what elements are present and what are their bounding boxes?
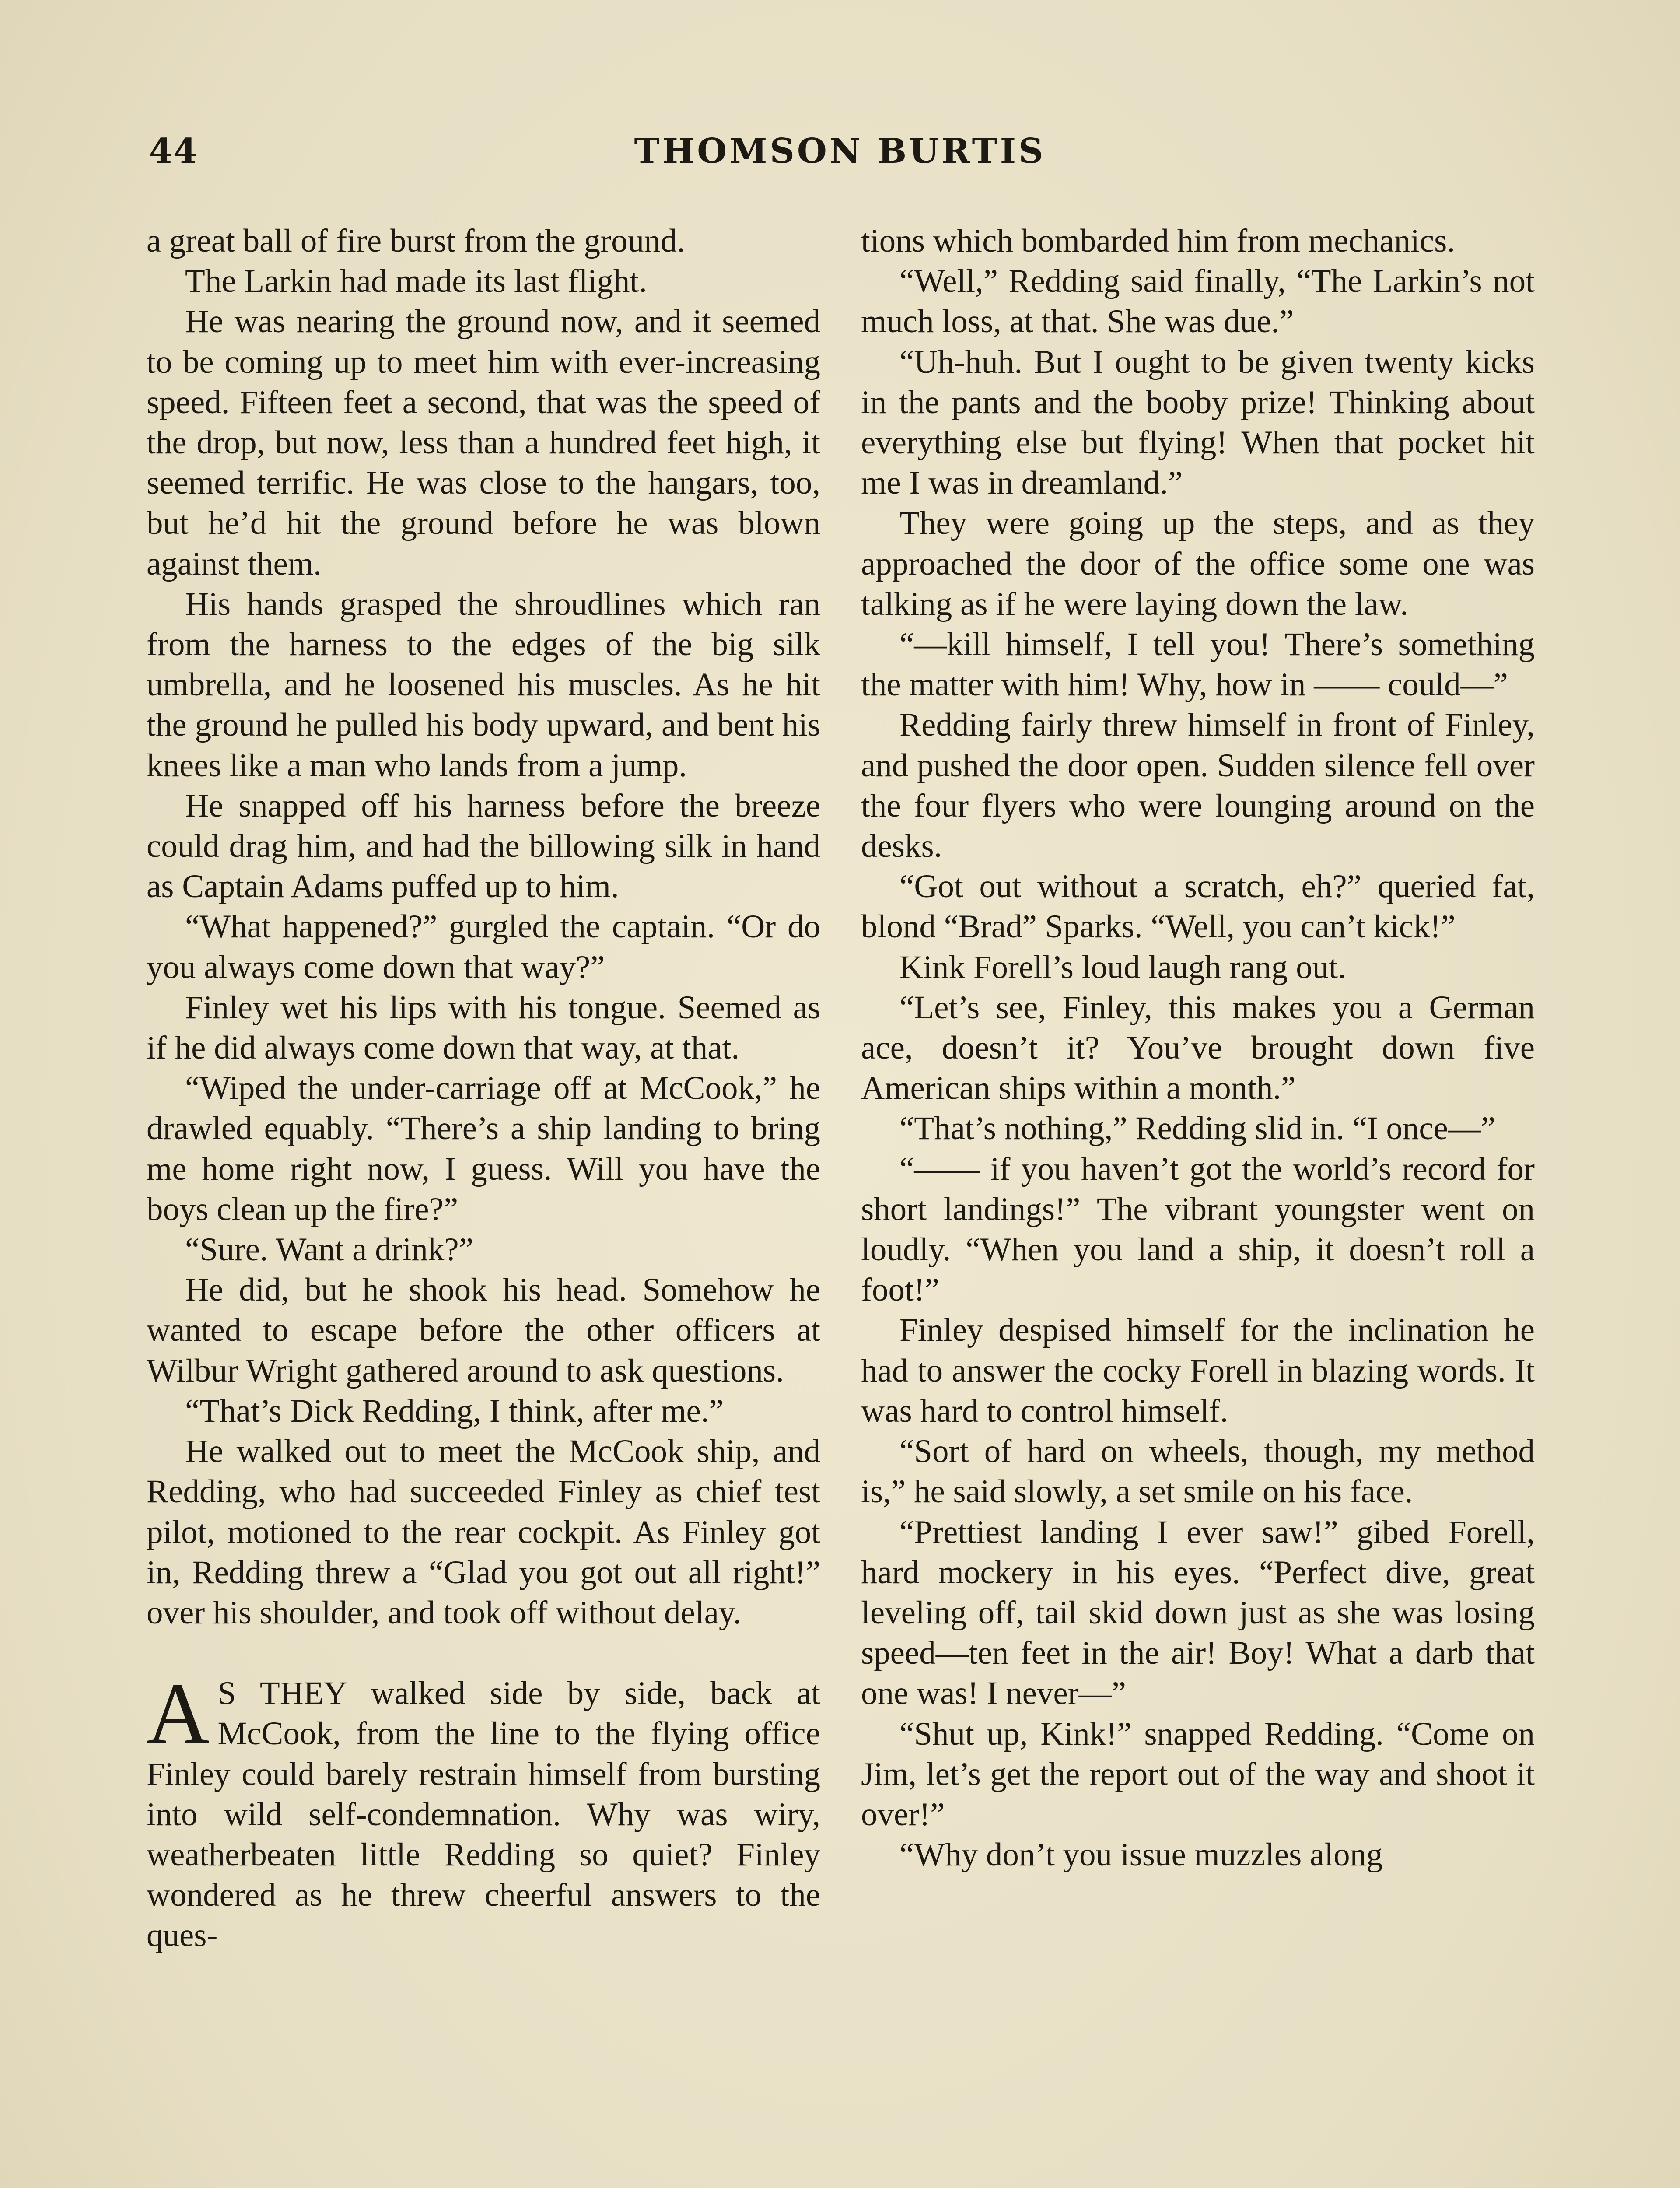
paragraph: Finley wet his lips with his tongue. Seemed as if he did always come down that way, at that.: [147, 989, 820, 1066]
paragraph: Finley despised himself for the inclination he had to answer the cocky Forell in blazing words. It was hard to control himself.: [861, 1312, 1535, 1429]
paragraph: a great ball of fire burst from the ground.: [147, 223, 685, 259]
paragraph: “—— if you haven’t got the world’s record for short landings!” The vibrant youngster went on loudly. “When you land a ship, it doesn’t roll a foot!”: [861, 1150, 1535, 1308]
paragraph: Redding fairly threw himself in front of Finley, and pushed the door open. Sudden silence fell over the four flyers who were lounging around on the desks.: [861, 707, 1535, 865]
paragraph: He walked out to meet the McCook ship, and Redding, who had succeeded Finley as chief test pilot, motioned to the rear cockpit. As Finley got in, Redding threw a “Glad you got out all right!” over his shoulder, and took off without delay.: [147, 1433, 820, 1631]
paragraph: “Sure. Want a drink?”: [185, 1231, 473, 1268]
paragraph: “That’s Dick Redding, I think, after me.”: [185, 1392, 724, 1429]
paragraph: “What happened?” gurgled the captain. “Or do you always come down that way?”: [147, 908, 820, 985]
paragraph: The Larkin had made its last flight.: [185, 263, 647, 300]
paragraph: “Uh-huh. But I ought to be given twenty kicks in the pants and the booby prize! Thinking about everything else but flying! When that pocket hit me I was in dreamland.”: [861, 344, 1535, 501]
paragraph: He snapped off his harness before the breeze could drag him, and had the billowing silk in hand as Captain Adams puffed up to him.: [147, 787, 820, 905]
paragraph: He did, but he shook his head. Somehow he wanted to escape before the other officers at Wilbur Wright gathered around to ask questions.: [147, 1272, 820, 1389]
paragraph: “Sort of hard on wheels, though, my method is,” he said slowly, a set smile on his face.: [861, 1433, 1535, 1510]
paragraph: Kink Forell’s loud laugh rang out.: [900, 949, 1346, 985]
paragraph: “Wiped the under-carriage off at McCook,” he drawled equably. “There’s a ship landing to bring me home right now, I guess. Will you have the boys clean up the fire?”: [147, 1070, 820, 1227]
paragraph: “—kill himself, I tell you! There’s something the matter with him! Why, how in —— could—”: [861, 626, 1535, 703]
paragraph: His hands grasped the shroudlines which ran from the harness to the edges of the big silk umbrella, and he loosened his muscles. As he hit the ground he pulled his body upward, and bent his knees like a man who lands from a jump.: [147, 586, 820, 784]
right-text-column: [861, 221, 1535, 1875]
drop-cap: A: [147, 1666, 210, 1763]
paragraph: “Why don’t you issue muzzles along: [900, 1837, 1383, 1873]
page-number: 44: [149, 131, 198, 171]
author-running-title: THOMSON BURTIS: [634, 131, 1046, 171]
paragraph: “Let’s see, Finley, this makes you a German ace, doesn’t it? You’ve brought down five American ships within a month.”: [861, 989, 1535, 1107]
section-opening-text: S THEY walked side by side, back at McCook, from the line to the flying office Finley could barely restrain himself from bursting into wild self-condemnation. Why was wiry, weatherbeaten little Redding so quiet? Finley wondered as he threw cheerful answers to the ques-: [147, 1675, 820, 1954]
paragraph: They were going up the steps, and as they approached the door of the office some one was talking as if he were laying down the law.: [861, 505, 1535, 622]
running-header: [144, 131, 1536, 179]
paragraph: “That’s nothing,” Redding slid in. “I once—”: [900, 1110, 1496, 1147]
paragraph: “Well,” Redding said finally, “The Larkin’s not much loss, at that. She was due.”: [861, 263, 1535, 340]
paragraph: “Got out without a scratch, eh?” queried fat, blond “Brad” Sparks. “Well, you can’t kick!”: [861, 868, 1535, 945]
paragraph: “Shut up, Kink!” snapped Redding. “Come on Jim, let’s get the report out of the way and shoot it over!”: [861, 1715, 1535, 1833]
paragraph: “Prettiest landing I ever saw!” gibed Forell, hard mockery in his eyes. “Perfect dive, great leveling off, tail skid down just as she was losing speed—ten feet in the air! Boy! What a darb that one was! I never—”: [861, 1514, 1535, 1712]
paragraph: tions which bombarded him from mechanics.: [861, 223, 1456, 259]
left-text-column: [147, 221, 820, 1956]
paragraph: He was nearing the ground now, and it seemed to be coming up to meet him with ever-increasing speed. Fifteen feet a second, that was the speed of the drop, but now, less than a hundred feet high, it seemed terrific. He was close to the hangars, too, but he’d hit the ground before he was blown against them.: [147, 303, 820, 582]
section-opening-paragraph: [147, 1666, 820, 1956]
